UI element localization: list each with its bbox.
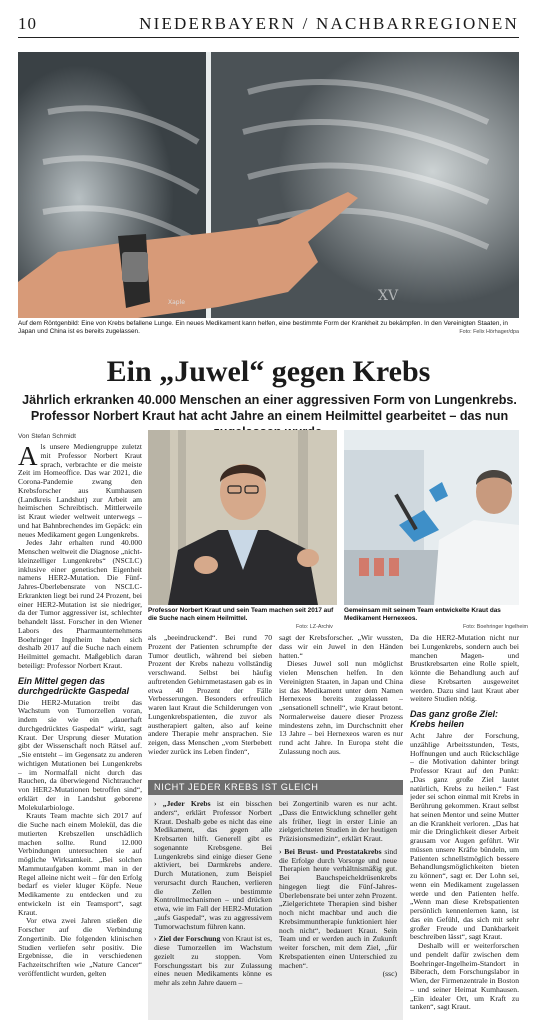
caption-text: Auf dem Röntgenbild: Eine von Krebs befallene Lunge. Ein neues Medikament kann helfen, eine bestimmte Form der Krankheit zu bekämpfen. In den Vereinigten Staaten, in Japan und China ist es bereits zugelassen.	[18, 320, 508, 336]
section-title: NIEDERBAYERN / NACHBARREGIONEN	[139, 14, 519, 33]
byline: Von Stefan Schmidt	[18, 433, 76, 440]
paragraph: ls unsere Mediengruppe zuletzt mit Professor Norbert Kraut sprach, verbrachte er die meiste Zeit im Homeoffice. Das war 2021, die Corona-Pandemie zwang den Krebsforscher aus Kumhausen (Landkreis Landshut) zur Arbeit am heimischen Schreibtisch. Mittlerweile ist Kraut wieder weltweit unterwegs – und hat Bahnbrechendes im Gepäck: ein neues Medikament gegen Lungenkrebs.	[18, 443, 142, 539]
paragraph: Da die HER2-Mutation nicht nur bei Lungenkrebs, sondern auch bei manchen Magen- und Brustkrebsarten eine Rolle spielt, könnte die Behandlung auch auf diese Krebsarten ausgeweitet werden. Dazu sind laut Kraut aber weitere Studien nötig.	[410, 634, 519, 704]
bullet-text: sind die Erfolge durch Vorsorge und neue Therapien heute verhältnismäßig gut. Bei Bauchspeicheldrüsenkrebs hingegen liegt die Fünf-Jahres-Überlebensrate bei unter zehn Prozent. „Zielgerichtete Therapien sind bisher noch nicht machbar und auch die Krebsimmuntherapie funktioniert hier noch nicht“, bedauert Kraut. Sein Team und er werden auch in Zukunft weiter forschen, mit dem Ziel, „für Krebspatienten einen Unterschied zu machen“.	[279, 846, 397, 970]
paragraph: Die HER2-Mutation treibt das Wachstum von Tumorzellen voran, indem sie wie ein „dauerhaft durchgedrücktes Gaspedal“ wirkt, sagt Kraut. Der Ursprung dieser Mutation gibt der Wissenschaft noch Rätsel auf. „Sie entsteht – im Gegensatz zu anderen wichtigen Mutationen bei Lungenkrebs – im Normalfall nicht durch das Rauchen, da überwiegend Nichtraucher von HER2-Mutationen betroffen sind“, erklärt der in Landshut geborene Molekularbiologe.	[18, 697, 142, 812]
svg-text:Xaple: Xaple	[168, 299, 185, 306]
paragraph: Dieses Juwel soll nun möglichst vielen Menschen helfen. In den Vereinigten Staaten, in Japan und China ist das Medikament unter dem Namen Hernexeos bereits zugelassen – „sensationell schnell“, wie Kraut betont. Normalerweise dauere dieser Prozess mindestens zehn, im Durchschnitt eher 13 Jahre – bei Hernexeos waren es nur rund acht Jahre. In Europa steht die Zulassung noch aus.	[279, 659, 403, 756]
kraut-photo-credit: Foto: LZ-Archiv	[296, 624, 333, 630]
paragraph: Acht Jahre der Forschung, unzählige Arbeitsstunden, Tests, Hoffnungen und auch Rückschläge – die Motivation dahinter bringt Professor Kraut auf den Punkt: „Das ganz große Ziel lautet natürlich, Krebs zu heilen.“ Fast jeder sei schon einmal mit Krebs in Berührung gekommen. Kraut selbst hat seinen Mentor und seine Mutter an die Krankheit verloren. „Das hat mir die Dringlichkeit dieser Arbeit grausam vor Augen geführt. Wir müssen unsere Kräfte bündeln, um Patienten schnellstmöglich bessere Behandlungsmöglichkeiten bieten zu können“, sagt er. Der Lohn sei, wenn ein Medikament zugelassen werde und den Patienten helfe. „Wenn man diese Krebspatienten persönlich kennenlernen kann, ist das ein Gefühl, das sich mit sehr großer Freude und Dankbarkeit beschreiben lässt“, sagt Kraut.	[410, 731, 519, 942]
info-box	[148, 780, 403, 1020]
article-column-1	[18, 443, 142, 1021]
bullet-text: von Kraut ist es, diese Tumorzellen im Wachstum gezielt zu stoppen. Vom Forschungsstart bis zur Zulassung eines neuen Medikaments könne es mehr als zehn Jahre dauern –	[154, 934, 272, 987]
bullet-text: ist ein bisschen anders“, erklärt Professor Norbert Kraut. Deshalb gebe es nicht das eine Medikament, das gegen alle Krebsarten hilft. Generell gibt es sogenannte Krebsgene. Bei Lungenkrebs sind einige dieser Gene aktiviert, bei Darmkrebs andere. Durch Mutationen, zum Beispiel verursacht durch Rauchen, verlieren die Zellen bestimmte Kontrollmechanismen – und drücken etwa, wie im Fall der HER2-Mutation „aufs Gaspedal“, was zu aggressivem Tumorwachstum führen kann.	[154, 800, 272, 931]
paragraph: Vor etwa zwei Jahren stießen die Forscher auf die Verbindung Zongertinib. Die folgenden klinischen Studien verliefen sehr positiv. Die Ergebnisse, die in verschiedenen Fachzeitschriften wie „Nature Cancer“ veröffentlicht wurden, gelten	[18, 916, 142, 978]
bullet-marker: ›	[279, 846, 285, 856]
bullet-marker: › „	[154, 800, 167, 808]
bullet-marker: ›	[154, 934, 159, 944]
subheading: Das ganz große Ziel: Krebs heilen	[410, 709, 499, 729]
lab-photo-caption: Gemeinsam mit seinem Team entwickelte Kraut das Medikament Hernexeos.	[344, 607, 501, 623]
page-number: 10	[18, 14, 37, 33]
bullet-title: Bei Brust- und Prostatakrebs	[284, 846, 382, 856]
lab-photo	[344, 430, 519, 605]
xray-photo	[18, 52, 519, 318]
article-column-3	[279, 634, 403, 779]
paragraph: Krauts Team machte sich 2017 auf die Suche nach einem Molekül, das die mutierten Krebszellen unschädlich machen sollte. Rund 12.000 Verbindungen untersuchten sie auf mögliche Wirksamkeit. „Bei solchen Mammutaufgaben kommt man in der Regel alleine nicht weit – für den Erfolg bedarf es vieler kluger Köpfe. Neue Medikamente zu entdecken und zu entwickeln ist ein Teamsport“, sagt Kraut.	[18, 811, 142, 917]
paragraph: als „beeindruckend“. Bei rund 70 Prozent der Patienten schrumpfte der Tumor deutlich, während bei sieben Prozent der Krebs nahezu vollständig verschwand. Selbst bei häufig auftretenden Gehirnmetastasen gab es in etwa 40 Prozent der Fälle Verbesserungen. Besonders erfreulich waren laut Kraut die Schilderungen von Lungenkrebspatienten, die zuvor als austherapiert galten, also auf keine andere Therapie mehr ansprachen. Sie zeigen, dass Menschen „vom Sterbebett wieder zurück ins Leben finden“,	[148, 634, 272, 756]
bullet-title: Jeder Krebs	[166, 800, 211, 808]
top-photo-caption	[18, 320, 519, 337]
info-box-column-2	[279, 800, 397, 1016]
paragraph: bei Zongertinib waren es nur acht. „Dass die Entwicklung schneller geht als früher, liegt in erster Linie an zielgerichteten Studien in der heutigen Präzisionsmedizin“, erklärt Kraut.	[279, 800, 397, 843]
kraut-photo	[148, 430, 337, 605]
drop-cap: A	[18, 443, 38, 471]
photo-credit: Foto: Felix Hörhager/dpa	[459, 329, 519, 336]
header-rule	[18, 37, 519, 38]
article-column-4	[410, 634, 519, 1020]
subheading: Ein Mittel gegen das durchgedrückte Gaspedal	[18, 675, 130, 696]
xray-label: XV	[378, 288, 399, 304]
paragraph: sagt der Krebsforscher. „Wir wussten, dass wir ein Juwel in den Händen hatten.“	[279, 634, 403, 660]
kraut-photo-caption: Professor Norbert Kraut und sein Team machen seit 2017 auf die Suche nach einem Heilmittel.	[148, 607, 334, 623]
headline: Ein „Juwel“ gegen Krebs	[106, 355, 431, 388]
article-column-2	[148, 634, 272, 779]
bullet-title: Ziel der Forschung	[158, 934, 221, 944]
lab-photo-credit: Foto: Boehringer Ingelheim	[463, 624, 529, 630]
paragraph: Jedes Jahr erhalten rund 40.000 Menschen weltweit die Diagnose „nicht-kleinzelliger Lungenkrebs“ (NSCLC) inklusive einer genetischen Eigenheit namens HER2-Mutation. Die Fünf-Jahres-Überlebensrate von NSCLC-Erkrankten liegt bei rund 24 Prozent, bei einer HER2-Mutation ist sie niedriger, da der Tumor aggressiver ist, schlechter behandelt lässt. Forscher in den Wiener Labors des Pharmaunternehmens Boehringer Ingelheim haben sich deshalb 2017 auf die Suche nach einem Heilmittel gemacht. Maßgeblich daran beteiligt: Professor Norbert Kraut.	[18, 538, 142, 670]
paragraph: Deshalb will er weiterforschen und pendelt dafür zwischen dem Boehringer-Ingelheim-Standort in Biberach, dem Forschungslabor in Wien, der Firmenzentrale in Boston – und seiner Heimat Kumhausen. „Ein idealer Ort, um Kraft zu tanken“, sagt Kraut.	[410, 941, 519, 1012]
info-box-column-1	[154, 800, 272, 1016]
subheadline: Jährlich erkranken 40.000 Menschen an einer aggressiven Form von Lungenkrebs. Professor Norbert Kraut hat acht Jahre an einem Heilmittel gearbeitet – das nun	[22, 393, 517, 423]
info-box-title: NICHT JEDER KREBS IST GLEICH	[148, 780, 403, 795]
signature: (ssc)	[382, 969, 397, 979]
